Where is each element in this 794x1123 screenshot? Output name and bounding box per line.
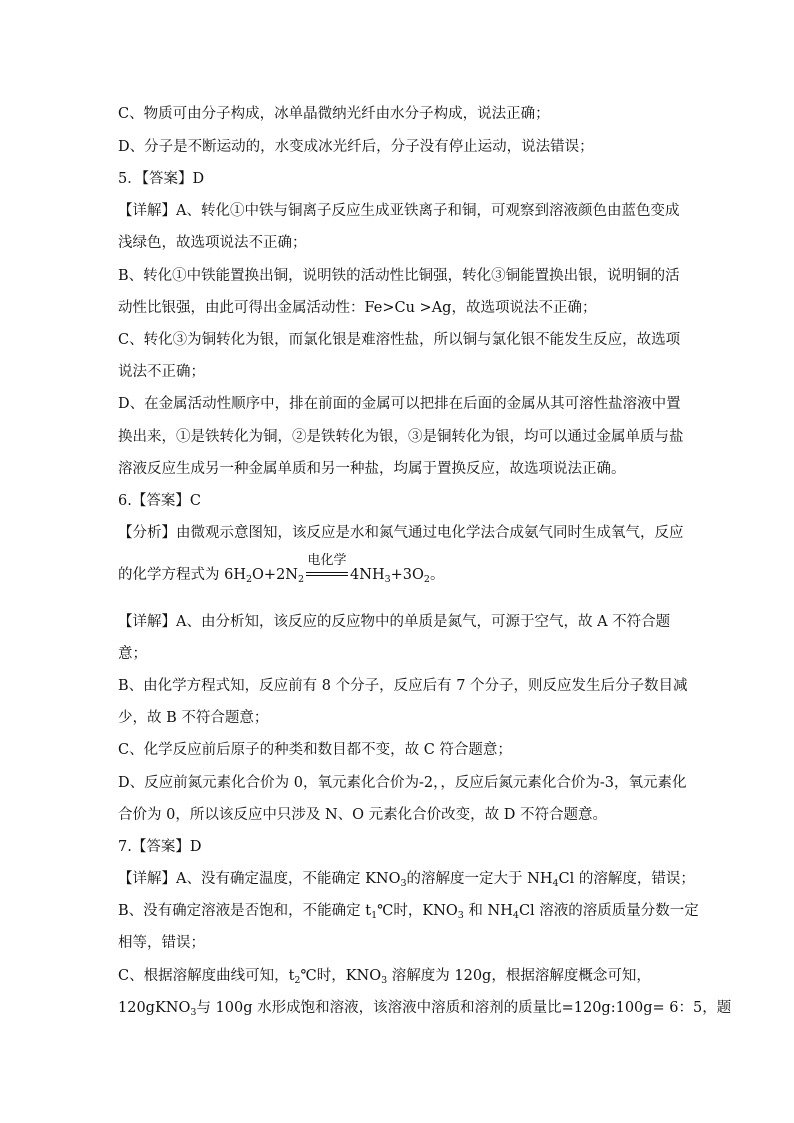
text-line: B、由化学方程式知，反应前有 8 个分子，反应后有 7 个分子，则反应发生后分子数目减 <box>118 678 688 694</box>
equation-suffix: 。 <box>429 567 445 583</box>
text-line <box>118 998 731 1023</box>
text-line: 少，故 B 不符合题意； <box>118 710 269 726</box>
reaction-condition: 电化学 <box>307 553 347 568</box>
text-run: Cl 溶液的溶质质量分数一定 <box>518 903 699 919</box>
subscript: 2 <box>297 574 305 585</box>
text-line <box>118 901 699 926</box>
subscript: 3 <box>384 574 391 585</box>
text-run: 【详解】A、没有确定温度，不能确定 KNO <box>118 871 401 887</box>
equation-prefix: 的化学方程式为 6H <box>118 567 246 583</box>
text-line: D、分子是不断运动的，水变成冰光纤后，分子没有停止运动，说法错误； <box>118 139 594 155</box>
text-line <box>118 966 651 991</box>
text-run: 120gKNO <box>118 1000 191 1016</box>
text-run: ℃时，KNO <box>300 968 382 984</box>
subscript: 3 <box>400 878 407 889</box>
subscript: 2 <box>423 574 430 585</box>
text-run: C、根据溶解度曲线可知，t <box>118 968 295 984</box>
text-run: ℃时，KNO <box>377 903 458 919</box>
subscript: 2 <box>294 975 301 986</box>
text-line: 意； <box>118 646 147 662</box>
text-line: 【详解】A、转化①中铁与铜离子反应生成亚铁离子和铜，可观察到溶液颜色由蓝色变成 <box>118 203 680 219</box>
text-line: C、化学反应前后原子的种类和数目都不变，故 C 符合题意； <box>118 742 512 758</box>
text-line: 【分析】由微观示意图知，该反应是水和氮气通过电化学法合成氨气同时生成氧气，反应 <box>118 525 684 541</box>
chemical-equation <box>118 553 445 590</box>
text-run: B、没有确定溶液是否饱和，不能确定 t <box>118 903 372 919</box>
text-line: 【详解】A、由分析知，该反应的反应物中的单质是氮气，可源于空气，故 A 不符合题 <box>118 614 671 630</box>
text-line: 相等，错误； <box>118 935 205 951</box>
subscript: 3 <box>190 1007 197 1018</box>
subscript: 3 <box>457 910 464 921</box>
text-line: 浅绿色，故选项说法不正确； <box>118 235 307 251</box>
text-line: 动性比银强，由此可得出金属活动性：Fe>Cu >Ag，故选项说法不正确； <box>118 300 597 316</box>
text-run: 溶解度为 120g，根据溶解度概念可知， <box>387 968 651 984</box>
text-line <box>118 869 695 894</box>
equation-term: 4NH <box>350 567 385 583</box>
subscript: 4 <box>512 910 519 921</box>
equation-term: O+2N <box>252 567 298 583</box>
subscript: 3 <box>381 975 388 986</box>
text-line: 溶液反应生成另一种金属单质和另一种盐，均属于置换反应，故选项说法正确。 <box>118 461 626 477</box>
text-line: 换出来，①是铁转化为铜，②是铁转化为银，③是铜转化为银，均可以通过金属单质与盐 <box>118 429 684 445</box>
text-run: Cl 的溶解度，错误； <box>558 871 695 887</box>
text-line: C、转化③为铜转化为银，而氯化银是难溶性盐，所以铜与氯化银不能发生反应，故选项 <box>118 332 681 348</box>
equation-term: +3O <box>390 567 424 583</box>
text-line: C、物质可由分子构成，冰单晶微纳光纤由水分子构成，说法正确； <box>118 106 550 122</box>
text-run: 的溶解度一定大于 NH <box>406 871 553 887</box>
subscript: 2 <box>245 574 253 585</box>
text-run: 与 100g 水形成饱和溶液，该溶液中溶质和溶剂的质量比=120g:100g= 6：5，题 <box>196 1000 732 1016</box>
text-line: D、反应前氮元素化合价为 0，氧元素化合价为-2，，反应后氮元素化合价为-3，氧元素化 <box>118 775 687 791</box>
reaction-condition-arrow <box>306 553 348 578</box>
text-line: D、在金属活动性顺序中，排在前面的金属可以把排在后面的金属从其可溶性盐溶液中置 <box>118 396 681 412</box>
answer-heading-6: 6.【答案】C <box>118 493 201 509</box>
answer-heading-5: 5．【答案】D <box>118 171 205 187</box>
subscript: 4 <box>552 878 559 889</box>
subscript: 1 <box>371 910 378 921</box>
text-line: B、转化①中铁能置换出铜，说明铁的活动性比铜强，转化③铜能置换出银，说明铜的活 <box>118 268 680 284</box>
answer-heading-7: 7.【答案】D <box>118 839 202 855</box>
text-line: 说法不正确； <box>118 364 205 380</box>
text-run: 和 NH <box>463 903 513 919</box>
text-line: 合价为 0，所以该反应中只涉及 N、O 元素化合价改变，故 D 不符合题意。 <box>118 807 607 823</box>
